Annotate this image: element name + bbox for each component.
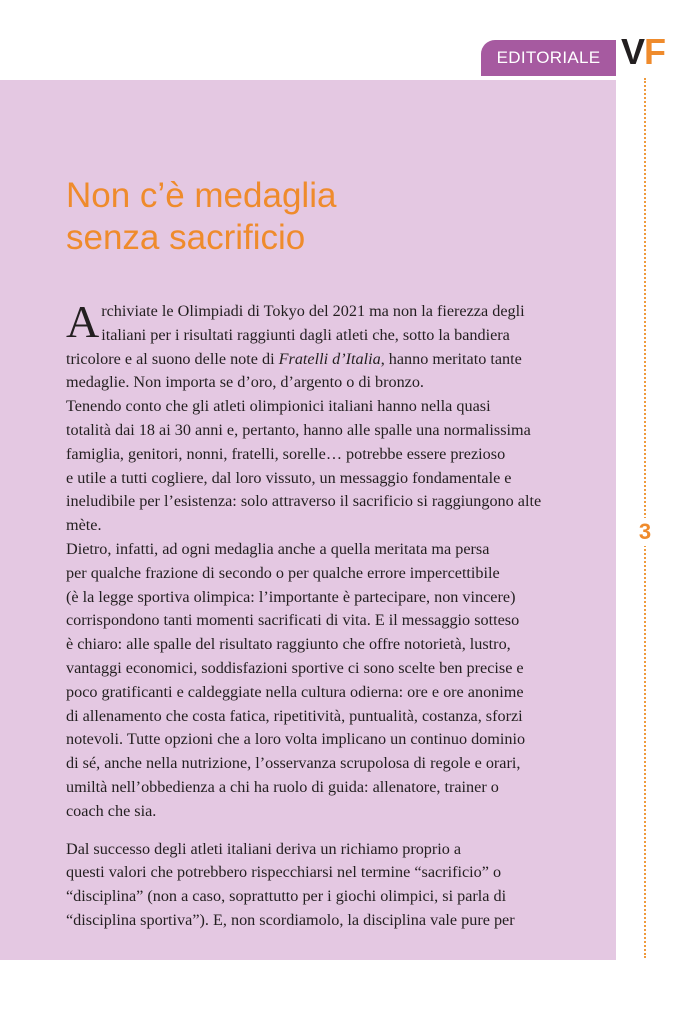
text-line: famiglia, genitori, nonni, fratelli, sorelle… potrebbe essere prezioso: [66, 444, 506, 463]
text-line: Dietro, infatti, ad ogni medaglia anche a quella meritata ma persa: [66, 539, 490, 558]
text-line: [66, 348, 596, 372]
article-title: [66, 175, 586, 259]
drop-cap: A: [66, 296, 100, 347]
text-line: mète.: [66, 516, 102, 535]
text-line: ineludibile per l’esistenza: solo attraverso il sacrificio si raggiungono alte: [66, 492, 542, 511]
text-line: rchiviate le Olimpiadi di Tokyo del 2021 ma non la fierezza degli: [101, 302, 525, 320]
logo-letter-f: F: [644, 31, 666, 72]
text-line: di sé, anche nella nutrizione, l’osservanza scrupolosa di regole e orari,: [66, 754, 521, 773]
text-line: corrispondono tanti momenti sacrificati di vita. E il messaggio sotteso: [66, 611, 520, 630]
text-line: e utile a tutti cogliere, dal loro vissuto, un messaggio fondamentale e: [66, 468, 512, 487]
paragraph-4: [66, 838, 596, 933]
article-body: [66, 296, 596, 933]
text-line: umiltà nell’obbedienza a chi ha ruolo di guida: allenatore, trainer o: [66, 777, 499, 796]
section-tag: [481, 40, 616, 76]
text-line: vantaggi economici, soddisfazioni sportive ci sono scelte ben precise e: [66, 658, 524, 677]
song-title: Fratelli d’Italia: [278, 349, 381, 368]
text-run: tricolore e al suono delle note di: [66, 349, 279, 368]
text-run: , hanno meritato tante: [380, 349, 522, 368]
text-line: “disciplina sportiva”). E, non scordiamolo, la disciplina vale pure per: [66, 910, 515, 929]
text-line: totalità dai 18 ai 30 anni e, pertanto, hanno alle spalle una normalissima: [66, 420, 531, 439]
paragraph-spacer: [66, 824, 596, 838]
paragraph-3: [66, 538, 596, 824]
text-line: di allenamento che costa fatica, ripetitività, puntualità, costanza, sforzi: [66, 706, 523, 725]
text-line: questi valori che potrebbero rispecchiarsi nel termine “sacrificio” o: [66, 863, 502, 882]
section-label: EDITORIALE: [496, 48, 601, 67]
text-line: notevoli. Tutte opzioni che a loro volta implicano un continuo dominio: [66, 730, 526, 749]
page-number: 3: [638, 519, 652, 544]
text-line: per qualche frazione di secondo o per qualche errore impercettibile: [66, 563, 500, 582]
vf-logo: [621, 30, 665, 74]
paragraph-1: [66, 296, 596, 395]
text-line: medaglie. Non importa se d’oro, d’argento o di bronzo.: [66, 373, 424, 392]
logo-letter-v: V: [621, 31, 645, 72]
title-line-2: senza sacrificio: [66, 218, 306, 257]
text-line: è chiaro: alle spalle del risultato raggiunto che offre notorietà, lustro,: [66, 635, 511, 654]
text-line: poco gratificanti e caldeggiate nella cultura odierna: ore e ore anonime: [66, 682, 524, 701]
text-line: coach che sia.: [66, 801, 157, 820]
text-line: Tenendo conto che gli atleti olimpionici italiani hanno nella quasi: [66, 397, 491, 416]
text-line: italiani per i risultati raggiunti dagli atleti che, sotto la bandiera: [101, 325, 510, 344]
title-line-1: Non c’è medaglia: [66, 176, 337, 215]
text-line: “disciplina” (non a caso, soprattutto per i giochi olimpici, si parla di: [66, 887, 507, 906]
text-line: (è la legge sportiva olimpica: l’importante è partecipare, non vincere): [66, 587, 516, 606]
paragraph-2: [66, 395, 596, 538]
text-line: Dal successo degli atleti italiani deriva un richiamo proprio a: [66, 839, 462, 858]
